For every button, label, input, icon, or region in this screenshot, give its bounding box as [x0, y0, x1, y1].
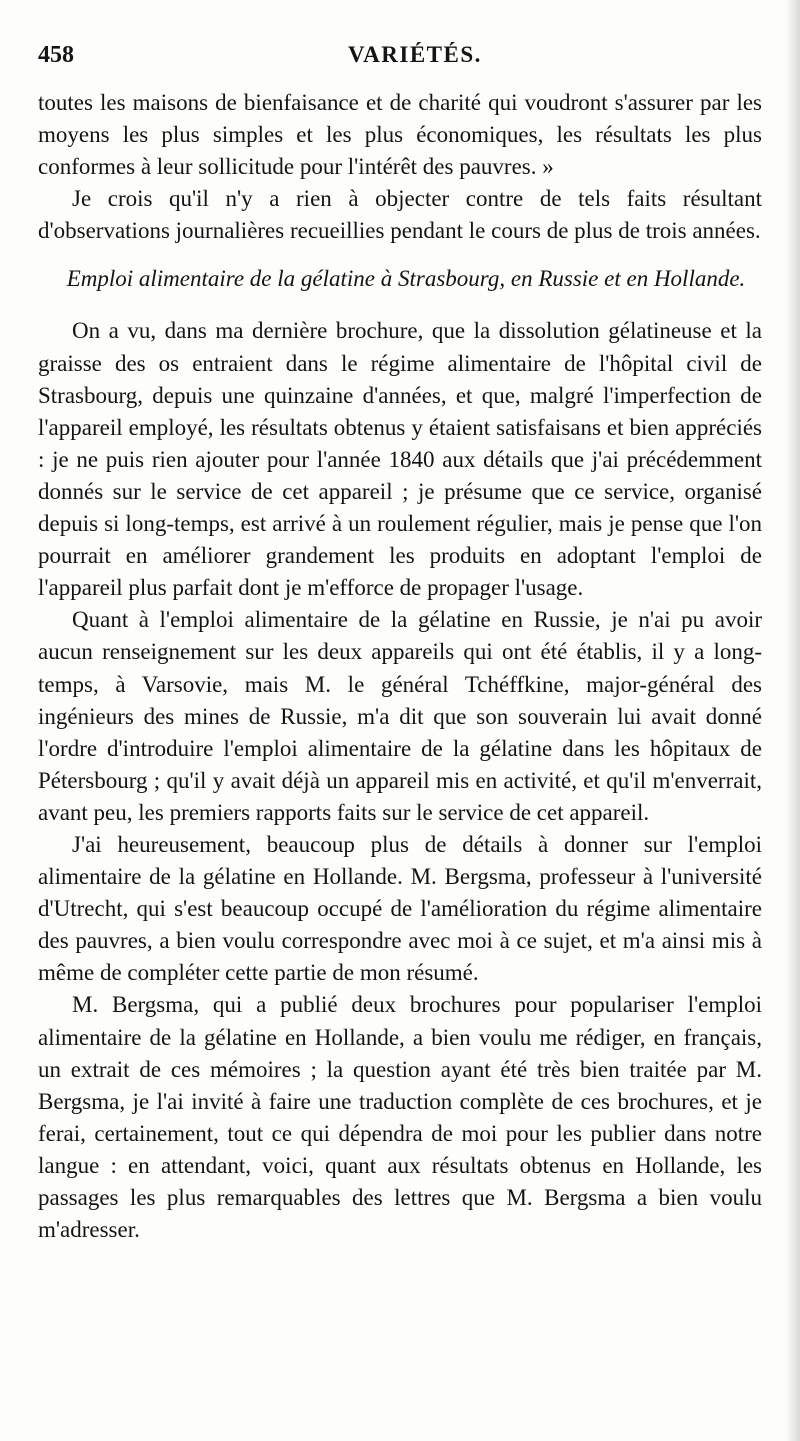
- running-head: VARIÉTÉS.: [348, 42, 482, 67]
- page-header: [38, 42, 758, 72]
- page-number: 458: [38, 42, 74, 68]
- page-edge-shadow: [786, 0, 800, 1441]
- paragraph-observations: Je crois qu'il n'y a rien à objecter contre de tels faits résultant d'observations journalières recueillies pendant le cours de plus de trois années.: [38, 186, 762, 244]
- paragraph-russie: Quant à l'emploi alimentaire de la gélatine en Russie, je n'ai pu avoir aucun renseignement sur les deux appareils qui ont été établis, il y a long-temps, à Varsovie, mais M. le général Tchéffkine, major-général des ingénieurs des mines de Russie, m'a dit que son souverain lui avait donné l'ordre d'introduire l'emploi alimentaire de la gélatine dans les hôpitaux de Pétersbourg ; qu'il y avait déjà un appareil mis en activité, et qu'il m'enverrait, avant peu, les premiers rapports faits sur le service de cet appareil.: [38, 607, 762, 825]
- section-title: Emploi alimentaire de la gélatine à Strasbourg, en Russie et en Hollande.: [66, 266, 746, 292]
- paragraph-continuation: toutes les maisons de bienfaisance et de charité qui voudront s'assurer par les moyens les plus simples et les plus économiques, les résultats les plus conformes à leur sollicitude pour l'intérêt des pauvres. »: [38, 90, 762, 180]
- paragraph-bergsma: M. Bergsma, qui a publié deux brochures pour populariser l'emploi alimentaire de la gélatine en Hollande, a bien voulu me rédiger, en français, un extrait de ces mémoires ; la question ayant été très bien traitée par M. Bergsma, je l'ai invité à faire une traduction complète de ces brochures, et je ferai, certainement, tout ce qui dépendra de moi pour les publier dans notre langue : en attendant, voici, quant aux résultats obtenus en Hollande, les passages les plus remarquables des lettres que M. Bergsma a bien voulu m'adresser.: [38, 992, 762, 1243]
- paragraph-hollande: J'ai heureusement, beaucoup plus de détails à donner sur l'emploi alimentaire de la gélatine en Hollande. M. Bergsma, professeur à l'université d'Utrecht, qui s'est beaucoup occupé de l'amélioration du régime alimentaire des pauvres, a bien voulu correspondre avec moi à ce sujet, et m'a ainsi mis à même de compléter cette partie de mon résumé.: [38, 831, 762, 986]
- paragraph-strasbourg: On a vu, dans ma dernière brochure, que la dissolution gélatineuse et la graisse des os entraient dans le régime alimentaire de l'hôpital civil de Strasbourg, depuis une quinzaine d'années, et que, malgré l'imperfection de l'appareil employé, les résultats obtenus y étaient satisfaisans et bien appréciés : je ne puis rien ajouter pour l'année 1840 aux détails que j'ai précédemment donnés sur le service de cet appareil ; je présume que ce service, organisé depuis si long-temps, est arrivé à un roulement régulier, mais je pense que l'on pourrait en améliorer grandement les produits en adoptant l'emploi de l'appareil plus parfait dont je m'efforce de propager l'usage.: [38, 318, 762, 601]
- body-text: [38, 87, 762, 1246]
